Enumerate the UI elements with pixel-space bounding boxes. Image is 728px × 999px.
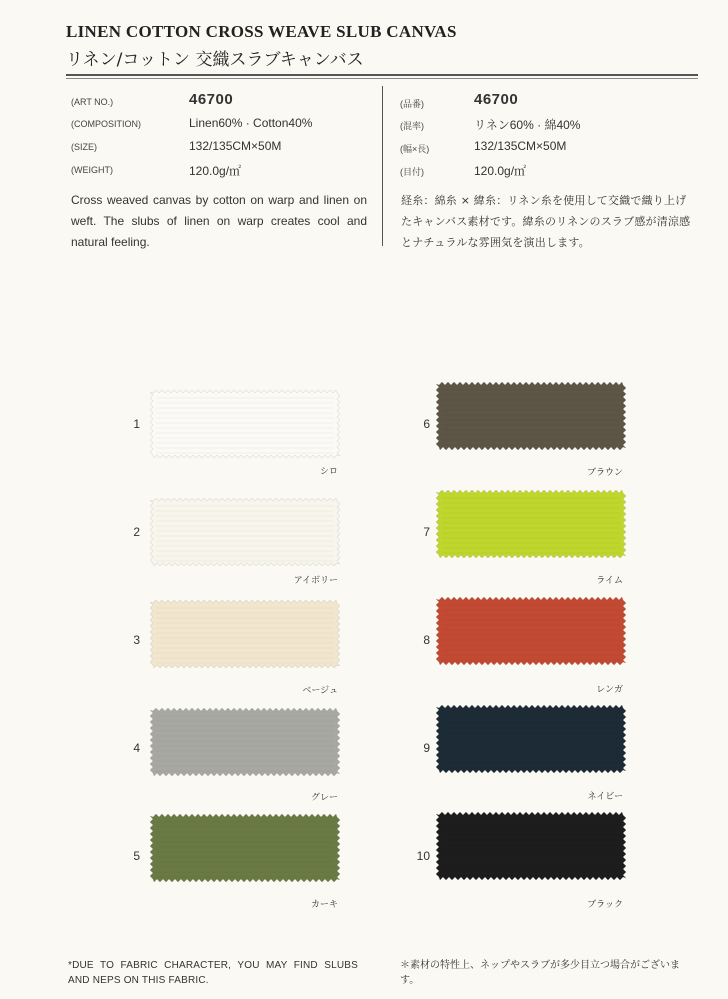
spec-label: (目付) — [400, 167, 424, 177]
spec-value: リネン60% · 綿40% — [474, 118, 581, 132]
swatch-number: 10 — [416, 849, 430, 863]
header-rule-thin — [66, 78, 698, 79]
swatch-color-label: グレー — [310, 793, 338, 803]
fabric-swatch — [436, 597, 626, 665]
swatch-color-label: ライム — [596, 576, 623, 586]
spec-value: 132/135CM×50M — [189, 139, 282, 153]
fabric-swatch — [436, 490, 626, 558]
swatch-color-label: アイボリー — [293, 576, 338, 586]
fabric-swatch — [150, 390, 340, 458]
description-ja: 経糸：綿糸 × 緯糸：リネン糸を使用して交織で織り上げたキャンバス素材です。緯糸のリネンのスラブ感が清涼感とナチュラルな雰囲気を演出します。 — [401, 194, 691, 249]
fabric-swatch — [436, 812, 626, 880]
fabric-swatch — [150, 600, 340, 668]
swatch-number: 9 — [423, 741, 430, 755]
swatch-color-label: カーキ — [310, 900, 338, 910]
spec-value: 132/135CM×50M — [474, 139, 567, 153]
swatch-number: 5 — [133, 849, 140, 863]
footnote-ja: ＊素材の特性上、ネップやスラブが多少目立つ場合がございます。 — [400, 960, 680, 986]
fabric-swatch — [150, 814, 340, 882]
title-en: LINEN COTTON CROSS WEAVE SLUB CANVAS — [66, 22, 457, 41]
spec-value: 46700 — [189, 91, 234, 108]
swatch-number: 3 — [133, 633, 140, 647]
swatch-color-label: レンガ — [596, 685, 623, 695]
fabric-swatch — [436, 382, 626, 450]
spec-value: 120.0g/㎡ — [189, 164, 242, 178]
column-divider — [382, 86, 383, 246]
swatch-number: 6 — [423, 417, 430, 431]
spec-value: Linen60% · Cotton40% — [189, 116, 313, 130]
swatch-number: 8 — [423, 633, 430, 647]
title-ja: リネン/コットン 交織スラブキャンバス — [66, 50, 364, 70]
spec-value: 120.0g/㎡ — [474, 164, 527, 178]
spec-label: (COMPOSITION) — [71, 119, 141, 129]
spec-label: (ART NO.) — [71, 97, 114, 107]
swatch-number: 2 — [133, 525, 140, 539]
fabric-swatch — [150, 498, 340, 566]
description-en: Cross weaved canvas by cotton on warp and linen on weft. The slubs of linen on warp creates cool and natural feeling. — [71, 193, 367, 249]
swatch-color-label: ネイビー — [587, 792, 623, 802]
swatch-number: 1 — [133, 417, 140, 431]
fabric-swatch — [436, 705, 626, 773]
swatch-color-label: ベージュ — [302, 686, 338, 696]
header-rule — [66, 74, 698, 76]
spec-label: (品番) — [400, 99, 424, 109]
spec-label: (混率) — [400, 121, 424, 131]
spec-label: (幅×長) — [400, 144, 430, 154]
fabric-swatch — [150, 708, 340, 776]
spec-value: 46700 — [474, 91, 519, 108]
spec-label: (WEIGHT) — [71, 165, 113, 175]
swatch-color-label: ブラック — [587, 900, 623, 910]
swatch-color-label: シロ — [319, 467, 338, 477]
footnote-en: *DUE TO FABRIC CHARACTER, YOU MAY FIND SLUBS AND NEPS ON THIS FABRIC. — [68, 960, 358, 986]
swatch-number: 4 — [133, 741, 140, 755]
swatch-color-label: ブラウン — [586, 468, 623, 478]
spec-label: (SIZE) — [71, 142, 97, 152]
swatch-number: 7 — [423, 525, 430, 539]
